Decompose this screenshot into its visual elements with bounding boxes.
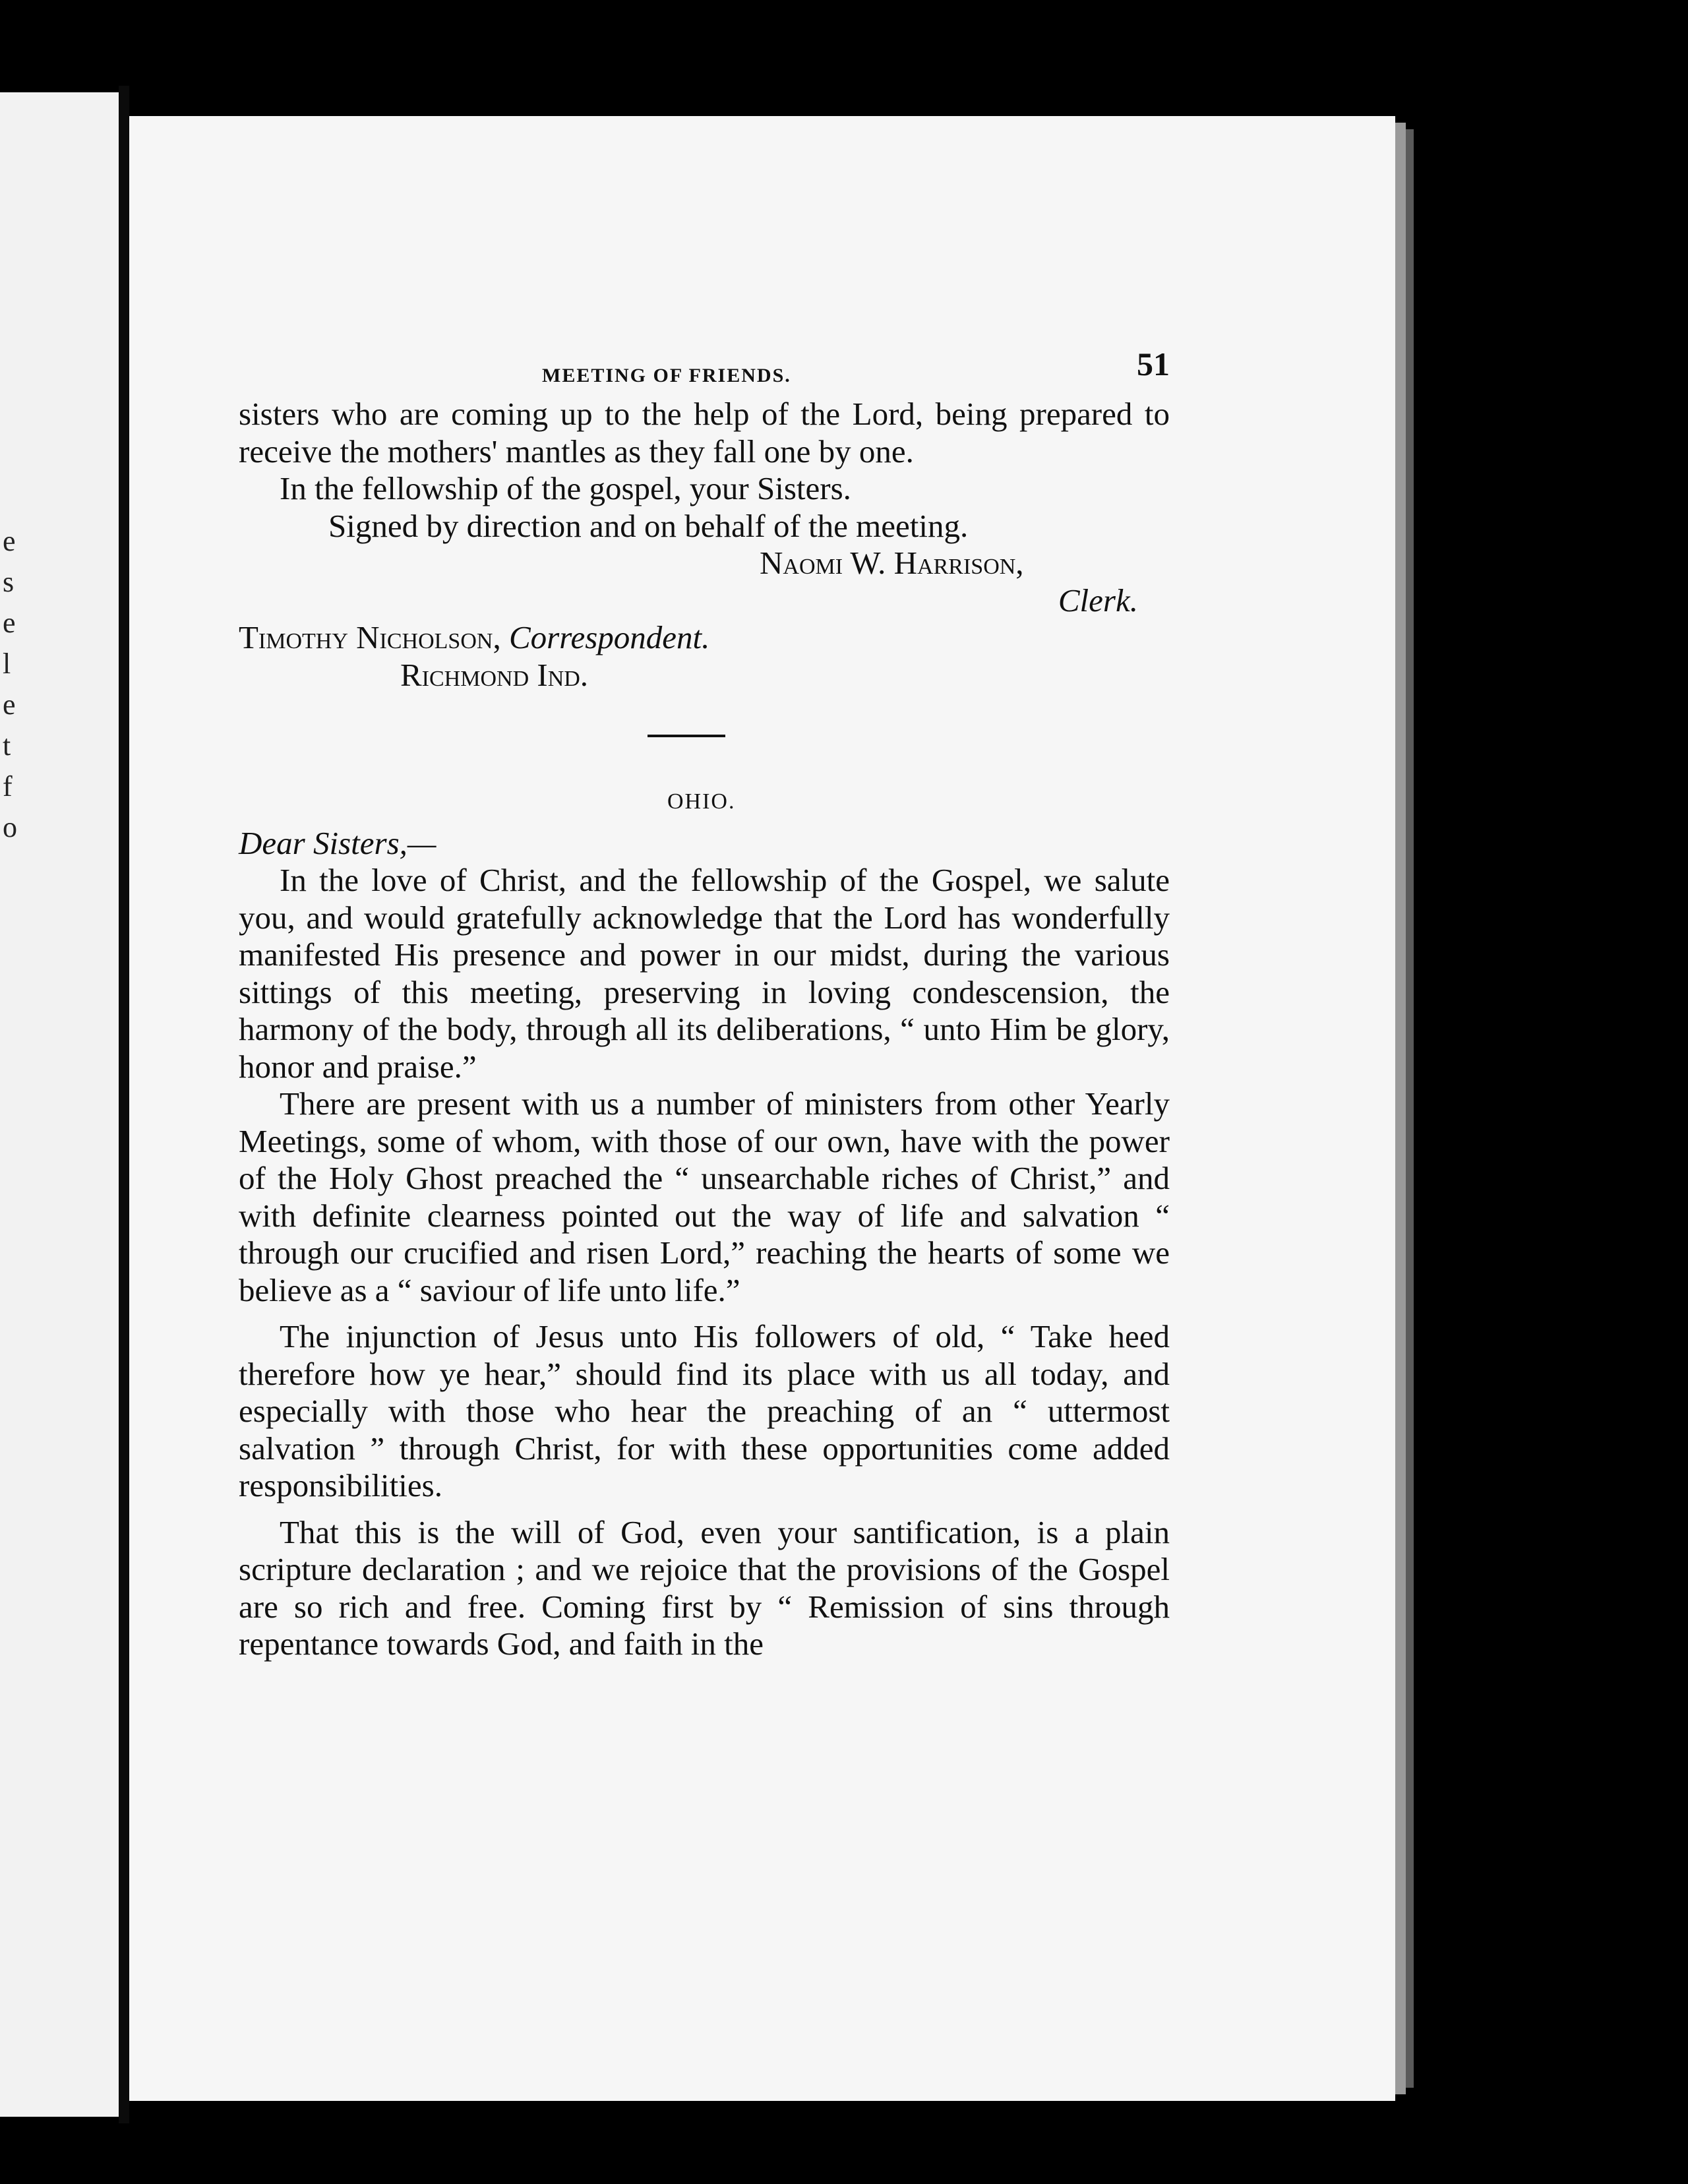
signer-name: Naomi W. Harrison, (760, 545, 1024, 581)
correspondent-line (239, 619, 1170, 657)
left-fragment: e (3, 525, 16, 557)
place-line: Richmond Ind. (400, 656, 589, 693)
left-fragment: s (3, 566, 15, 598)
left-fragment: l (3, 648, 11, 680)
section-title: OHIO. (667, 789, 736, 814)
paragraph-gap (239, 1505, 1170, 1514)
left-fragment: t (3, 729, 11, 762)
running-head (239, 343, 1170, 396)
signer-title: Clerk. (1058, 582, 1138, 619)
paragraph-gap (239, 1309, 1170, 1318)
book-gutter (119, 86, 129, 2123)
left-fragment: o (3, 811, 17, 843)
correspondent-role: Correspondent. (508, 619, 710, 655)
signed-line: Signed by direction and on behalf of the meeting. (328, 507, 969, 544)
section-divider (648, 735, 725, 737)
left-fragment: f (3, 770, 13, 803)
salutation: Dear Sisters,— (239, 824, 437, 861)
page-edge-shadow (1406, 129, 1414, 2088)
body-paragraph: There are present with us a number of ministers from other Yearly Meetings, some of whom, with those of our own, have with the power of the Holy Ghost preached the “ unsearchable riches of Christ,” and with definite clearness pointed out the way of life and salvation “ through our crucified and risen Lord,” reaching the hearts of some we believe as a “ saviour of life unto life.” (239, 1085, 1170, 1308)
body-paragraph: The injunction of Jesus unto His followers of old, “ Take heed therefore how ye hear,” should find its place with us all today, and especially with those who hear the preaching of an “ uttermost salvation ” through Christ, for with these opportunities come added responsibilities. (239, 1318, 1170, 1503)
left-fragment: e (3, 688, 16, 721)
left-page-text-fragments (3, 521, 18, 848)
body-paragraph: In the love of Christ, and the fellowship of the Gospel, we salute you, and would gratefully acknowledge that the Lord has wonderfully manifested His presence and power in our midst, during the various sittings of this meeting, preserving in loving condescension, the harmony of the body, through all its deliberations, “ unto Him be glory, honor and praise.” (239, 862, 1170, 1085)
page-text (239, 343, 1170, 1663)
left-fragment: e (3, 607, 16, 639)
paragraph-continuation: sisters who are coming up to the help of the Lord, being prepared to receive the mothers' mantles as they fall one by one. (239, 396, 1170, 470)
page-edge (1395, 123, 1406, 2094)
correspondent-name: Timothy Nicholson, (239, 619, 501, 655)
left-facing-page (0, 92, 119, 2117)
running-title: MEETING OF FRIENDS. (542, 365, 791, 386)
page-number: 51 (1137, 346, 1170, 382)
closing-line: In the fellowship of the gospel, your Sisters. (280, 470, 851, 506)
body-paragraph: That this is the will of God, even your santification, is a plain scripture declaration ; and we rejoice that the provisions of the Gospel are so rich and free. Coming first by “ Remission of sins through repentance towards God, and faith in the (239, 1513, 1170, 1662)
